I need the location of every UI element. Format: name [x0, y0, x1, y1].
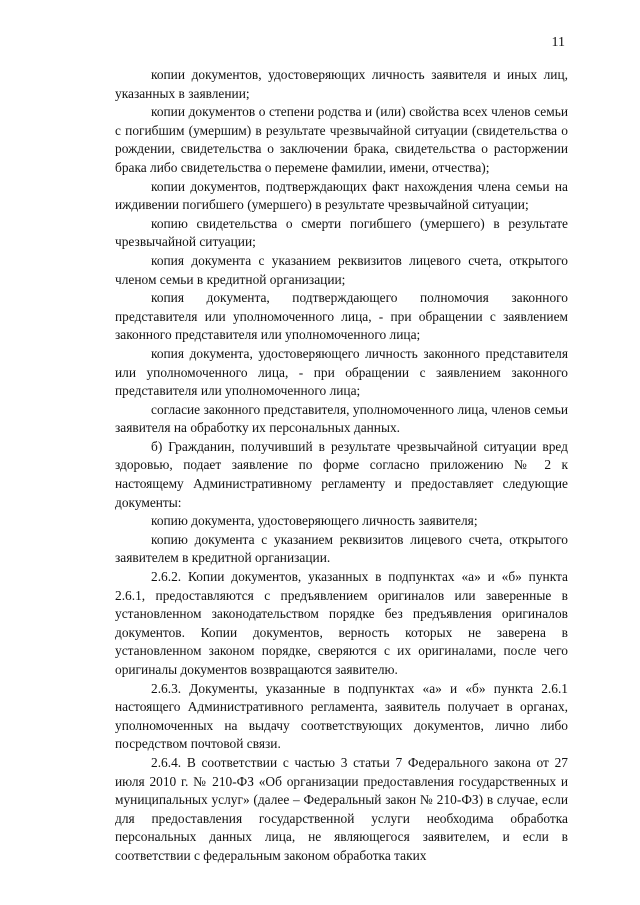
paragraph-consent-personal-data: согласие законного представителя, уполномоченного лица, членов семьи заявителя на обработку их персональных данных.: [115, 401, 568, 436]
paragraph-representative-authority: копия документа, подтверждающего полномочия законного представителя или уполномоченного лица, - при обращении с заявлением законного представителя или уполномоченного лица;: [115, 290, 568, 343]
paragraph-death-certificate: копию свидетельства о смерти погибшего (умершего) в результате чрезвычайной ситуации;: [115, 215, 568, 250]
paragraph-doc-identity-copies: копии документов, удостоверяющих личность заявителя и иных лиц, указанных в заявлении;: [115, 67, 568, 101]
paragraph-kinship-documents: копии документов о степени родства и (или) свойства всех членов семьи с погибшим (умершим) в результате чрезвычайной ситуации (свидетельства о рождении, свидетельства о заключении брака, свидетельства о расторжении брака либо свидетельства о перемене фамилии, имени, отчества);: [115, 104, 568, 175]
paragraph-bank-account-applicant: копию документа с указанием реквизитов лицевого счета, открытого заявителем в кредитной организации.: [115, 531, 568, 566]
paragraph-representative-identity: копия документа, удостоверяющего личность законного представителя или уполномоченного лица, - при обращении с заявлением законного представителя или уполномоченного лица;: [115, 345, 568, 399]
page-number: 11: [551, 35, 565, 50]
paragraph-section-2-6-2: 2.6.2. Копии документов, указанных в подпунктах «а» и «б» пункта 2.6.1, предоставляются с предъявлением оригиналов или заверенные в установленном законодательством порядке без предъявления оригиналов документов. Копии документов, верность которых не заверена в установленном законом порядке, сверяются с их оригиналами, после чего оригиналы документов возвращаются заявителю.: [115, 569, 568, 677]
paragraph-section-2-6-3: 2.6.3. Документы, указанные в подпунктах «а» и «б» пункта 2.6.1 настоящего Административного регламента, заявитель получает в органах, уполномоченных на выдачу соответствующих документов, лично либо посредством почтовой связи.: [115, 680, 568, 752]
paragraph-bank-account-family: копия документа с указанием реквизитов лицевого счета, открытого членом семьи в кредитной организации;: [115, 252, 568, 287]
paragraph-dependency-documents: копии документов, подтверждающих факт нахождения члена семьи на иждивении погибшего (умершего) в результате чрезвычайной ситуации;: [115, 178, 568, 213]
paragraph-applicant-identity: копию документа, удостоверяющего личность заявителя;: [151, 513, 478, 529]
document-body: [115, 66, 568, 866]
paragraph-section-2-6-4: 2.6.4. В соответствии с частью 3 статьи 7 Федерального закона от 27 июля 2010 г. № 210-ФЗ «Об организации предоставления государственных и муниципальных услуг» (далее – Федеральный закон № 210-ФЗ) в случае, если для предоставления государственной услуги необходима обработка персональных данных лица, не являющегося заявителем, и если в соответствии с федеральным законом обработка таких: [115, 754, 568, 863]
paragraph-health-damage-applicant: б) Гражданин, получивший в результате чрезвычайной ситуации вред здоровью, подает заявление по форме согласно приложению № 2 к настоящему Административному регламенту и предоставляет следующие документы:: [115, 438, 568, 510]
